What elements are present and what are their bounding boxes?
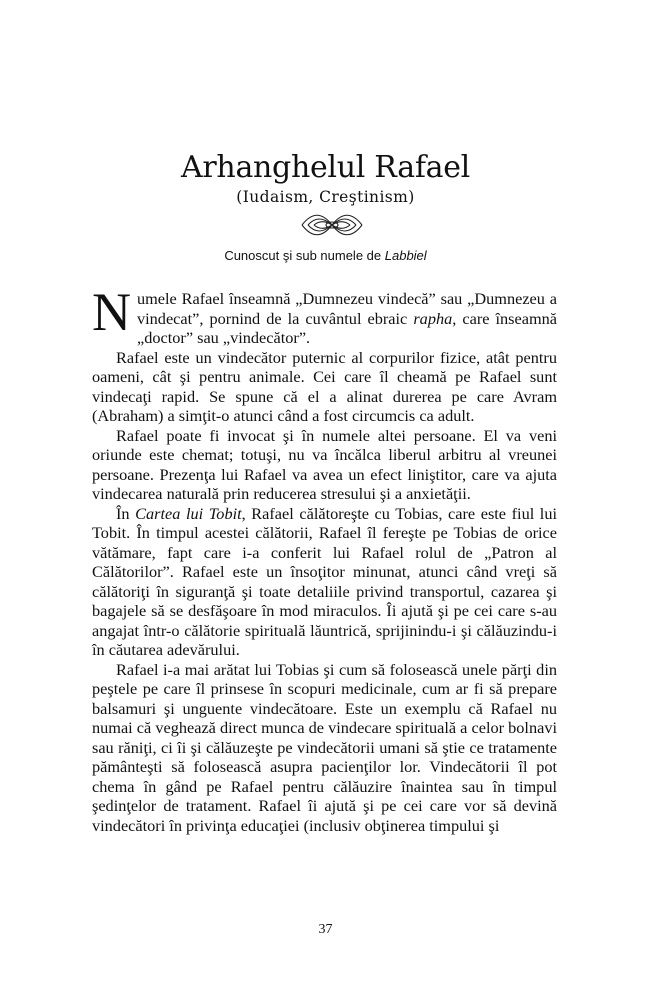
paragraph-4-emphasis: Cartea lui Tobit <box>135 503 242 523</box>
paragraph-4-text-b: , Rafael călătoreşte cu Tobias, care este fiul lui Tobit. În timpul acestei călătorii, Rafael îl fereşte pe Tobias de orice vătămare, fapt care i-a conferit lui Rafael rolul de „Patron al Călătorilor”. Rafael este un însoţitor minunat, atunci când vreţi să călătoriţi în siguranţă şi toate detaliile privind transportul, cazarea şi bagajele să se desfăşoare în mod miraculos. Îi ajută şi pe cei care s-au angajat într-o călătorie spirituală lăuntrică, sprijinindu-i şi călăuzindu-i în căutarea adevărului. <box>92 503 557 659</box>
also-known-as <box>0 248 651 263</box>
chapter-subtitle: (Iudaism, Creştinism) <box>236 188 415 206</box>
also-known-as-name: Labbiel <box>384 248 427 263</box>
paragraph-3: Rafael poate fi invocat şi în numele altei persoane. El va veni oriunde este chemat; totuşi, nu va încălca liberul arbitru al vreunei persoane. Prezenţa lui Rafael va avea un efect liniştitor, care va ajuta vindecarea naturală prin reducerea stresului şi a anxietăţii. <box>92 425 557 503</box>
paragraph-2: Rafael este un vindecător puternic al corpurilor fizice, atât pentru oameni, cât şi pentru animale. Cei care îl cheamă pe Rafael sunt vindecaţi rapid. Se spune că el a alinat durerea pe care Avram (Abraham) a simţit-o atunci când a fost circumcis ca adult. <box>92 347 557 425</box>
paragraph-1 <box>92 282 558 348</box>
body-text <box>92 282 558 835</box>
paragraph-1-emphasis: rapha <box>413 308 453 328</box>
page-number: 37 <box>318 922 333 937</box>
also-known-as-prefix: Cunoscut şi sub numele de <box>224 248 385 263</box>
drop-cap: N <box>92 282 131 342</box>
paragraph-1-text-a: umele Rafael înseamnă „Dumnezeu vindecă” sau „Dumnezeu a vindecat”, pornind de la cuvântul ebraic <box>137 289 557 328</box>
paragraph-4-text-a: În <box>116 503 136 523</box>
chapter-title: Arhanghelul Rafael <box>181 150 470 185</box>
flourish-ornament-icon <box>300 208 364 242</box>
paragraph-4 <box>92 504 557 660</box>
paragraph-1-text-b: , care înseamnă „doctor” sau „vindecător”. <box>137 308 558 347</box>
paragraph-5: Rafael i-a mai arătat lui Tobias şi cum să folosească unele părţi din peştele pe care îl prinsese în scopuri medicinale, cum ar fi să prepare balsamuri şi unguente vindecătoare. Este un exemplu că Rafael nu numai că veghează direct munca de vindecare spirituală a celor bolnavi sau răniţi, ci îi şi călăuzeşte pe vindecătorii umani să ştie ce tratamente pământeşti să folosească asupra pacienţilor lor. Vindecătorii îl pot chema în gând pe Rafael pentru călăuzire înaintea sau în timpul şedinţelor de tratament. Rafael îi ajută şi pe cei care vor să devină vindecători în privinţa educaţiei (inclusiv obţinerea timpului şi <box>92 659 557 835</box>
